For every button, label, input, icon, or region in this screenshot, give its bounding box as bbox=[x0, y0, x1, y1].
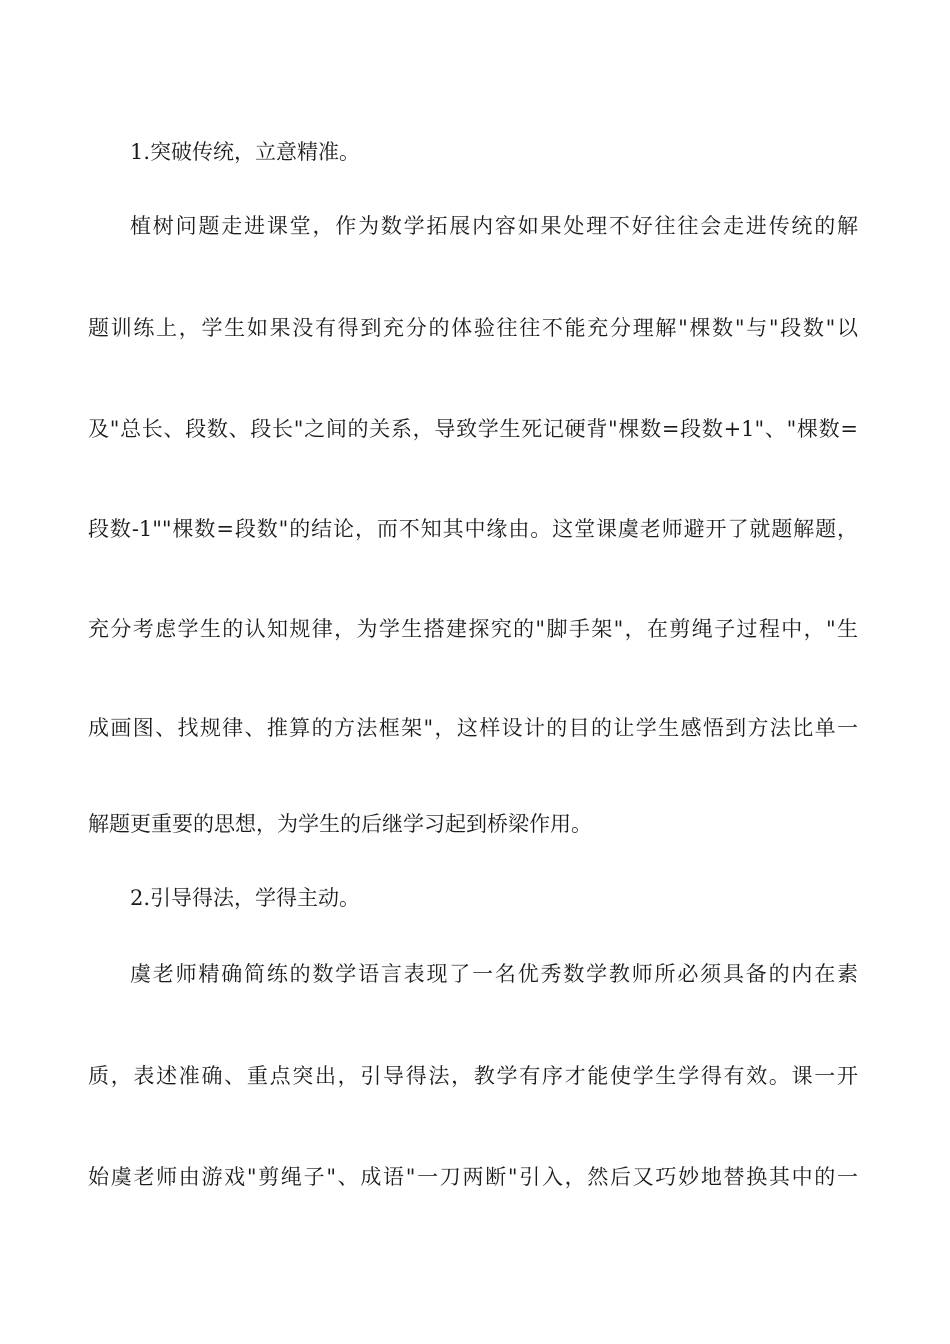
paragraph-line: 及"总长、段数、段长"之间的关系，导致学生死记硬背"棵数=段数+1"、"棵数= bbox=[88, 417, 858, 441]
paragraph-line: 成画图、找规律、推算的方法框架"，这样设计的目的让学生感悟到方法比单一 bbox=[88, 716, 858, 740]
paragraph-line: 质，表述准确、重点突出，引导得法，教学有序才能使学生学得有效。课一开 bbox=[88, 1064, 858, 1088]
paragraph-line: 解题更重要的思想，为学生的后继学习起到桥梁作用。 bbox=[88, 812, 592, 836]
paragraph-line: 段数-1""棵数=段数"的结论，而不知其中缘由。这堂课虞老师避开了就题解题， bbox=[88, 517, 858, 541]
paragraph-line: 虞老师精确简练的数学语言表现了一名优秀数学教师所必须具备的内在素 bbox=[130, 962, 858, 986]
paragraph-line: 始虞老师由游戏"剪绳子"、成语"一刀两断"引入，然后又巧妙地替换其中的一 bbox=[88, 1165, 858, 1189]
paragraph-line: 植树问题走进课堂，作为数学拓展内容如果处理不好往往会走进传统的解 bbox=[130, 214, 858, 238]
paragraph-line: 充分考虑学生的认知规律，为学生搭建探究的"脚手架"，在剪绳子过程中，"生 bbox=[88, 617, 858, 641]
section-heading-1: 1.突破传统，立意精准。 bbox=[130, 140, 361, 164]
section-heading-2: 2.引导得法，学得主动。 bbox=[130, 886, 361, 910]
paragraph-line: 题训练上，学生如果没有得到充分的体验往往不能充分理解"棵数"与"段数"以 bbox=[88, 316, 858, 340]
